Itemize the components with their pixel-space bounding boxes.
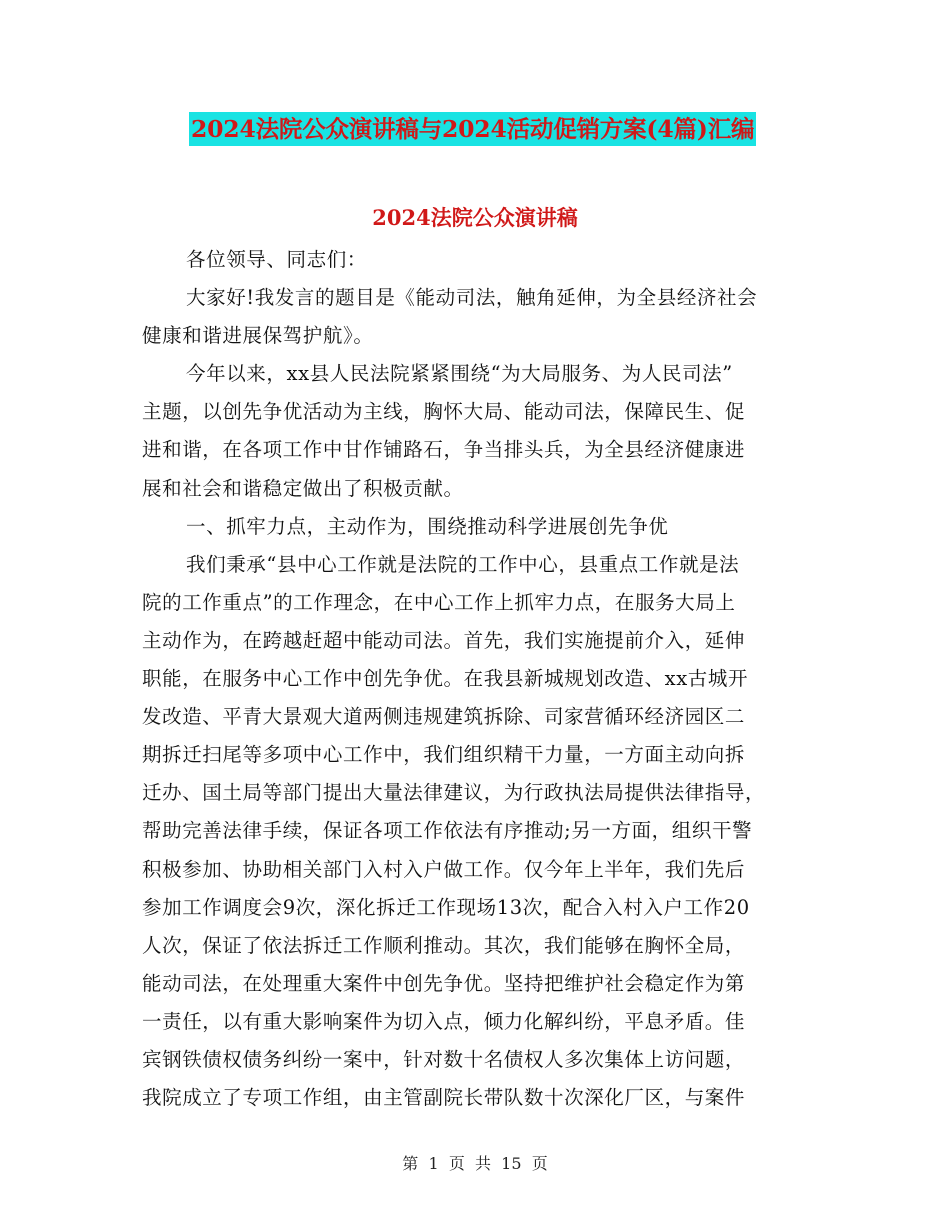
paragraph-line: 各位领导、同志们：	[186, 248, 367, 271]
paragraph-line: 一责任，以有重大影响案件为切入点，倾力化解纠纷，平息矛盾。佳	[142, 1009, 746, 1033]
heading-line: 一、抓牢力点，主动作为，围绕推动科学进展创先争优	[186, 514, 669, 538]
body-text	[142, 241, 808, 1117]
page-number-footer: 第 1 页 共 15 页	[402, 1154, 548, 1173]
paragraph-line: 我们秉承“县中心工作就是法院的工作中心，县重点工作就是法	[186, 552, 740, 576]
paragraph-line: 大家好!我发言的题目是《能动司法，触角延伸，为全县经济社会	[186, 286, 758, 310]
paragraph-line: 主动作为，在跨越赶超中能动司法。首先，我们实施提前介入，延伸	[142, 628, 746, 652]
paragraph-line: 职能，在服务中心工作中创先争优。在我县新城规划改造、xx古城开	[142, 667, 749, 691]
paragraph-line: 宾钢铁债权债务纠纷一案中，针对数十名债权人多次集体上访问题，	[142, 1047, 746, 1071]
paragraph-line: 积极参加、协助相关部门入村入户做工作。仅今年上半年，我们先后	[142, 857, 746, 881]
paragraph-line: 人次，保证了依法拆迁工作顺利推动。其次，我们能够在胸怀全局，	[142, 933, 746, 957]
paragraph-line: 能动司法，在处理重大案件中创先争优。坚持把维护社会稳定作为第	[142, 971, 746, 995]
paragraph-line: 帮助完善法律手续，保证各项工作依法有序推动;另一方面，组织干警	[142, 819, 753, 843]
paragraph-line: 迁办、国土局等部门提出大量法律建议，为行政执法局提供法律指导，	[142, 781, 766, 805]
paragraph-line: 健康和谐进展保驾护航》。	[142, 324, 374, 348]
section-title: 2024法院公众演讲稿	[372, 205, 578, 230]
paragraph-line: 参加工作调度会9次，深化拆迁工作现场13次，配合入村入户工作20	[142, 895, 750, 919]
paragraph-line: 今年以来，xx县人民法院紧紧围绕“为大局服务、为人民司法”	[186, 362, 733, 386]
document-title: 2024法院公众演讲稿与2024活动促销方案(4篇)汇编	[189, 112, 756, 146]
paragraph-line: 展和社会和谐稳定做出了积极贡献。	[142, 476, 464, 500]
paragraph-line: 院的工作重点”的工作理念，在中心工作上抓牢力点，在服务大局上	[142, 590, 736, 614]
paragraph-line: 我院成立了专项工作组，由主管副院长带队数十次深化厂区，与案件	[142, 1086, 746, 1110]
paragraph-line: 发改造、平青大景观大道两侧违规建筑拆除、司家营循环经济园区二	[142, 705, 746, 729]
paragraph-line: 进和谐，在各项工作中甘作铺路石，争当排头兵，为全县经济健康进	[142, 438, 746, 462]
paragraph-line: 期拆迁扫尾等多项中心工作中，我们组织精干力量，一方面主动向拆	[142, 743, 746, 767]
paragraph-line: 主题，以创先争优活动为主线，胸怀大局、能动司法，保障民生、促	[142, 400, 746, 424]
